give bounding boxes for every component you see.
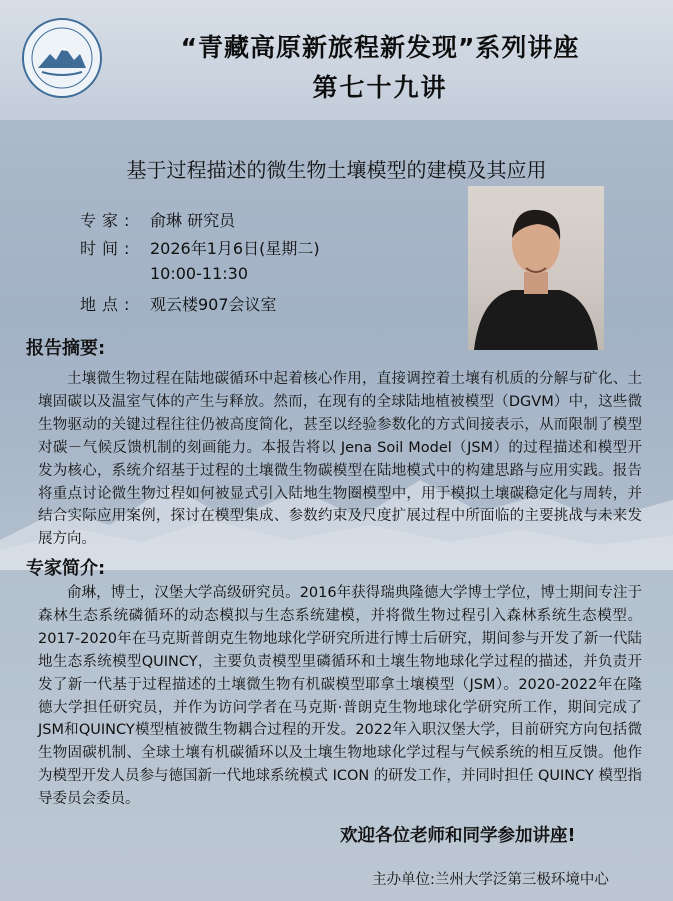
abstract-heading: 报告摘要: (26, 338, 106, 359)
time-label: 时间: (80, 239, 136, 258)
time-row (80, 236, 320, 259)
welcome-text: 欢迎各位老师和同学参加讲座! (340, 826, 576, 846)
expert-row (80, 208, 235, 231)
bio-heading: 专家简介: (26, 558, 106, 579)
time-value: 2026年1月6日(星期二) (150, 239, 320, 258)
place-value: 观云楼907会议室 (150, 295, 277, 314)
lecture-number: 第七十九讲 (312, 73, 448, 102)
abstract-text: 土壤微生物过程在陆地碳循环中起着核心作用，直接调控着土壤有机质的分解与矿化、土壤固碳以及温室气体的产生与释放。然而，在现有的全球陆地植被模型（DGVM）中，这些微生物驱动的关键过程往往仍被高度简化，甚至以经验参数化的方式间接表示，从而限制了模型对碳－气候反馈机制的刻画能力。本报告将以 Jena Soil Model（JSM）的过程描述和模型开发为核心，系统介绍基于过程的土壤微生物碳模型在陆地模式中的构建思路与应用实践。报告将重点讨论微生物过程如何被显式引入陆地生物圈模型中，用于模拟土壤碳稳定化与周转，并结合实际应用案例，探讨在模型集成、参数约束及尺度扩展过程中所面临的主要挑战与未来发展方向。 (38, 371, 642, 548)
series-title: “青藏高原新旅程新发现”系列讲座 (180, 33, 580, 62)
bio-text: 俞琳，博士，汉堡大学高级研究员。2016年获得瑞典隆德大学博士学位，博士期间专注于森林生态系统磷循环的动态模拟与生态系统建模，并将微生物过程引入森林系统生态模型。2017-2020年在马克斯普朗克生物地球化学研究所进行博士后研究，期间参与开发了新一代陆地生态系统模型QUINCY，主要负责模型里磷循环和土壤生物地球化学过程的描述，并负责开发了新一代基于过程描述的土壤微生物有机碳模型耶拿土壤模型（JSM）。2020-2022年在隆德大学担任研究员，并作为访问学者在马克斯·普朗克生物地球化学研究所工作，期间完成了JSM和QUINCY模型植被微生物耦合过程的开发。2022年入职汉堡大学，目前研究方向包括微生物固碳机制、全球土壤有机碳循环以及土壤生物地球化学过程与气候系统的相互反馈。他作为模型开发人员参与德国新一代地球系统模式 ICON 的研发工作，并同时担任 QUINCY 模型指导委员会委员。 (38, 585, 642, 808)
host-organizer: 主办单位:兰州大学泛第三极环境中心 (372, 872, 609, 888)
place-label: 地点: (80, 295, 136, 314)
center-logo (22, 18, 102, 98)
place-row (80, 292, 277, 315)
expert-label: 专家: (80, 211, 136, 230)
time-range-row (80, 264, 248, 283)
talk-title: 基于过程描述的微生物土壤模型的建模及其应用 (126, 158, 547, 182)
speaker-photo (468, 186, 604, 350)
expert-value: 俞琳 研究员 (150, 211, 236, 230)
time-range: 10:00-11:30 (150, 264, 248, 283)
